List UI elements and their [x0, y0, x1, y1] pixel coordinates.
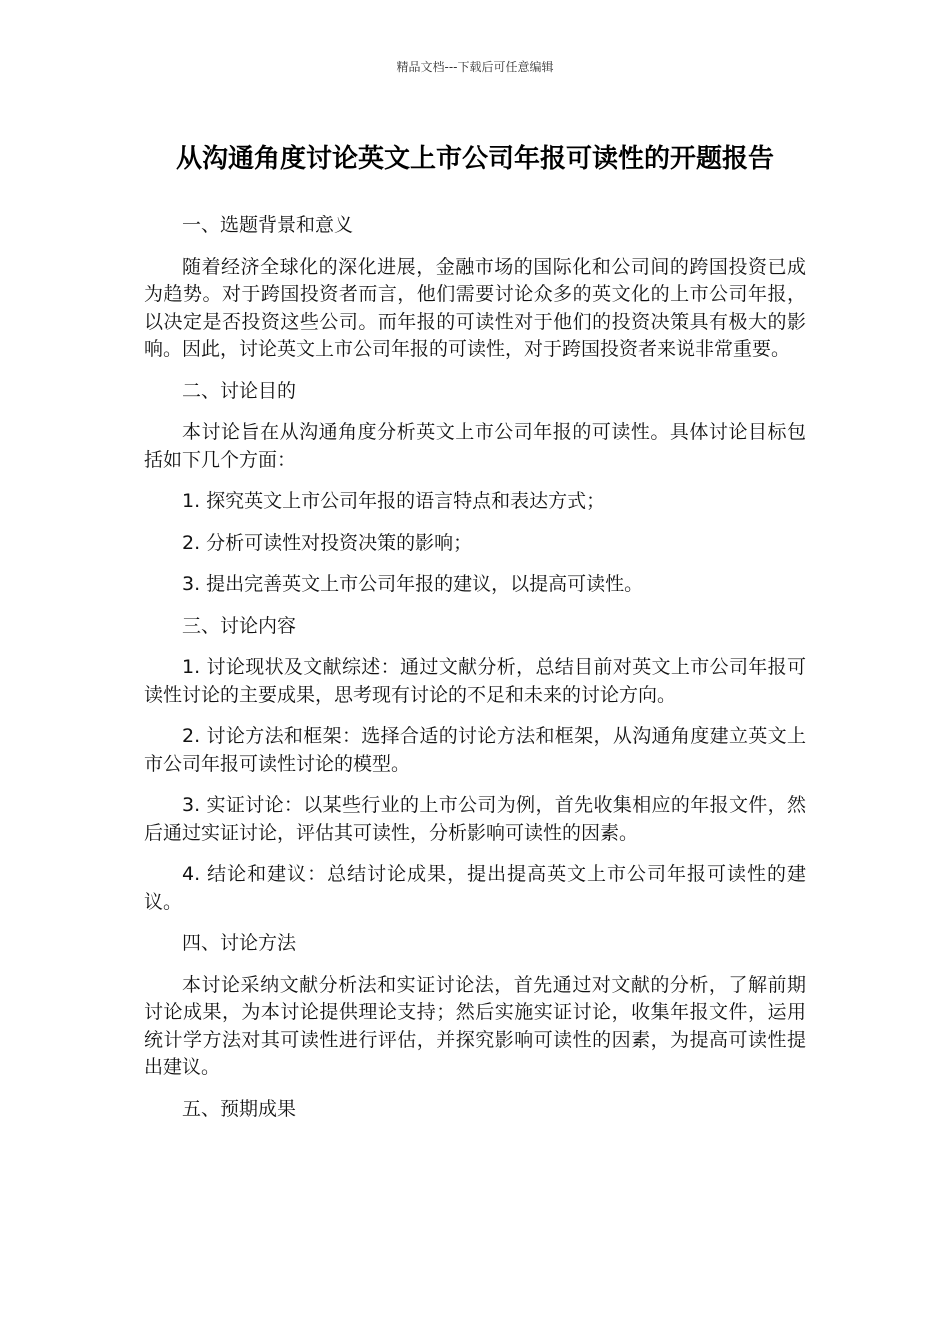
section-heading-expected-results: 五、预期成果 [182, 1097, 297, 1120]
list-item-content-3: 3. 实证讨论：以某些行业的上市公司为例，首先收集相应的年报文件，然后通过实证讨论，评估其可读性，分析影响可读性的因素。 [144, 794, 806, 844]
paragraph-purpose: 本讨论旨在从沟通角度分析英文上市公司年报的可读性。具体讨论目标包括如下几个方面： [144, 421, 806, 471]
section-heading-content: 三、讨论内容 [182, 614, 297, 637]
paragraph-background: 随着经济全球化的深化进展，金融市场的国际化和公司间的跨国投资已成为趋势。对于跨国投资者而言，他们需要讨论众多的英文化的上市公司年报，以决定是否投资这些公司。而年报的可读性对于他们的投资决策具有极大的影响。因此，讨论英文上市公司年报的可读性，对于跨国投资者来说非常重要。 [144, 255, 806, 360]
document-title: 从沟通角度讨论英文上市公司年报可读性的开题报告 [175, 144, 774, 174]
list-item-content-1: 1. 讨论现状及文献综述：通过文献分析，总结目前对英文上市公司年报可读性讨论的主要成果，思考现有讨论的不足和未来的讨论方向。 [144, 656, 806, 706]
list-item-purpose-1: 1. 探究英文上市公司年报的语言特点和表达方式； [182, 490, 606, 512]
list-item-purpose-2: 2. 分析可读性对投资决策的影响； [182, 531, 473, 554]
page-header: 精品文档---下载后可任意编辑 [396, 60, 554, 74]
section-heading-purpose: 二、讨论目的 [182, 379, 297, 402]
section-heading-background: 一、选题背景和意义 [182, 214, 354, 236]
document-body [144, 212, 806, 1137]
list-item-content-4: 4. 结论和建议：总结讨论成果，提出提高英文上市公司年报可读性的建议。 [144, 863, 806, 913]
section-heading-method: 四、讨论方法 [182, 932, 297, 954]
list-item-content-2: 2. 讨论方法和框架：选择合适的讨论方法和框架，从沟通角度建立英文上市公司年报可读性讨论的模型。 [144, 725, 806, 775]
list-item-purpose-3: 3. 提出完善英文上市公司年报的建议，以提高可读性。 [182, 573, 644, 595]
paragraph-method: 本讨论采纳文献分析法和实证讨论法，首先通过对文献的分析，了解前期讨论成果，为本讨论提供理论支持；然后实施实证讨论，收集年报文件，运用统计学方法对其可读性进行评估，并探究影响可读性的因素，为提高可读性提出建议。 [144, 973, 806, 1078]
